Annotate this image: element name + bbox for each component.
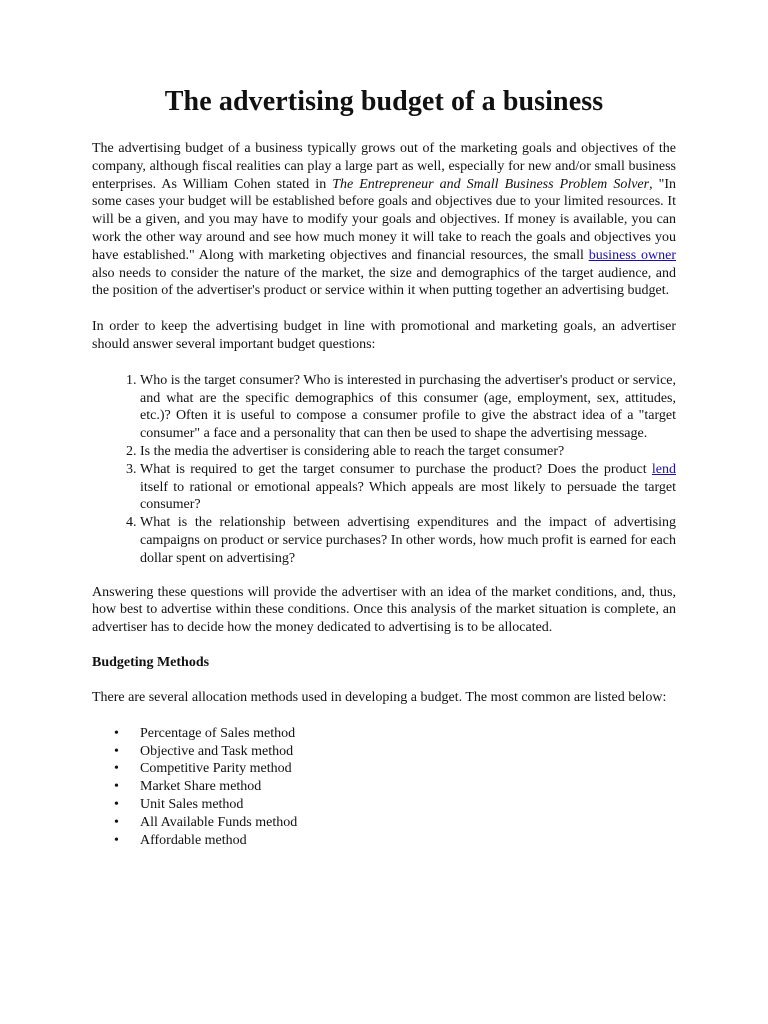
list-item: • Market Share method [140, 778, 676, 796]
lend-link[interactable]: lend [651, 461, 676, 477]
business-owner-link[interactable]: business owner [588, 247, 677, 263]
question-text-a: What is required to get the target consumer to purchase the product? Does the product [140, 461, 652, 477]
question-item: 2. Is the media the advertiser is considering able to reach the target consumer? [140, 443, 676, 461]
methods-intro-paragraph: There are several allocation methods used in developing a budget. The most common are listed below: [92, 689, 667, 705]
section-heading: Budgeting Methods [92, 654, 210, 670]
intro-text-a: The advertising budget of a business typically grows out of the marketing goals and objectives of the company, although fiscal realities can play a large part as well, especially for new and/or small business enterprises. As William Cohen stated in [92, 141, 676, 192]
questions-intro-paragraph: In order to keep the advertising budget in line with promotional and marketing goals, an advertiser should answer several important budget questions: [92, 319, 676, 352]
page-title: The advertising budget of a business [164, 86, 604, 117]
list-item: • All Available Funds method [140, 814, 676, 832]
intro-paragraph [92, 140, 676, 300]
methods-list [92, 725, 676, 850]
question-item [140, 461, 676, 514]
question-item: 4. What is the relationship between advertising expenditures and the impact of advertising campaigns on product or service purchases? In other words, how much profit is earned for each dollar spent on advertising? [140, 514, 676, 567]
list-item: • Competitive Parity method [140, 760, 676, 778]
list-item: • Percentage of Sales method [140, 725, 676, 743]
budget-questions-list [92, 372, 676, 568]
intro-text-b: , "In some cases your budget will be established before goals and objectives due to your limited resources. It will be a given, and you may have to modify your goals and objectives. If money is available, you can work the other way around and see how much money it will take to reach the goals and objectives you have established." Along with marketing objectives and financial resources, the small [92, 176, 676, 263]
intro-text-c: also needs to consider the nature of the market, the size and demographics of the target audience, and the position of the advertiser's product or service within it when putting together an advertising budget. [92, 265, 676, 299]
list-item: • Affordable method [140, 832, 676, 850]
list-item: • Objective and Task method [140, 743, 676, 761]
question-item: 1. Who is the target consumer? Who is interested in purchasing the advertiser's product or service, and what are the specific demographics of this consumer (age, employment, sex, attitudes, etc.)? Often it is useful to compose a consumer profile to give the abstract idea of a "target consumer" a face and a personality that can then be used to shape the advertising message. [140, 372, 676, 443]
question-text-b: itself to rational or emotional appeals? Which appeals are most likely to persuade the target consumer? [140, 479, 676, 513]
list-item: • Unit Sales method [140, 796, 676, 814]
book-title: The Entrepreneur and Small Business Problem Solver [332, 176, 650, 192]
analysis-paragraph: Answering these questions will provide the advertiser with an idea of the market conditions, and, thus, how best to advertise within these conditions. Once this analysis of the market situation is complete, an advertiser has to decide how the money dedicated to advertising is to be allocated. [92, 584, 676, 636]
